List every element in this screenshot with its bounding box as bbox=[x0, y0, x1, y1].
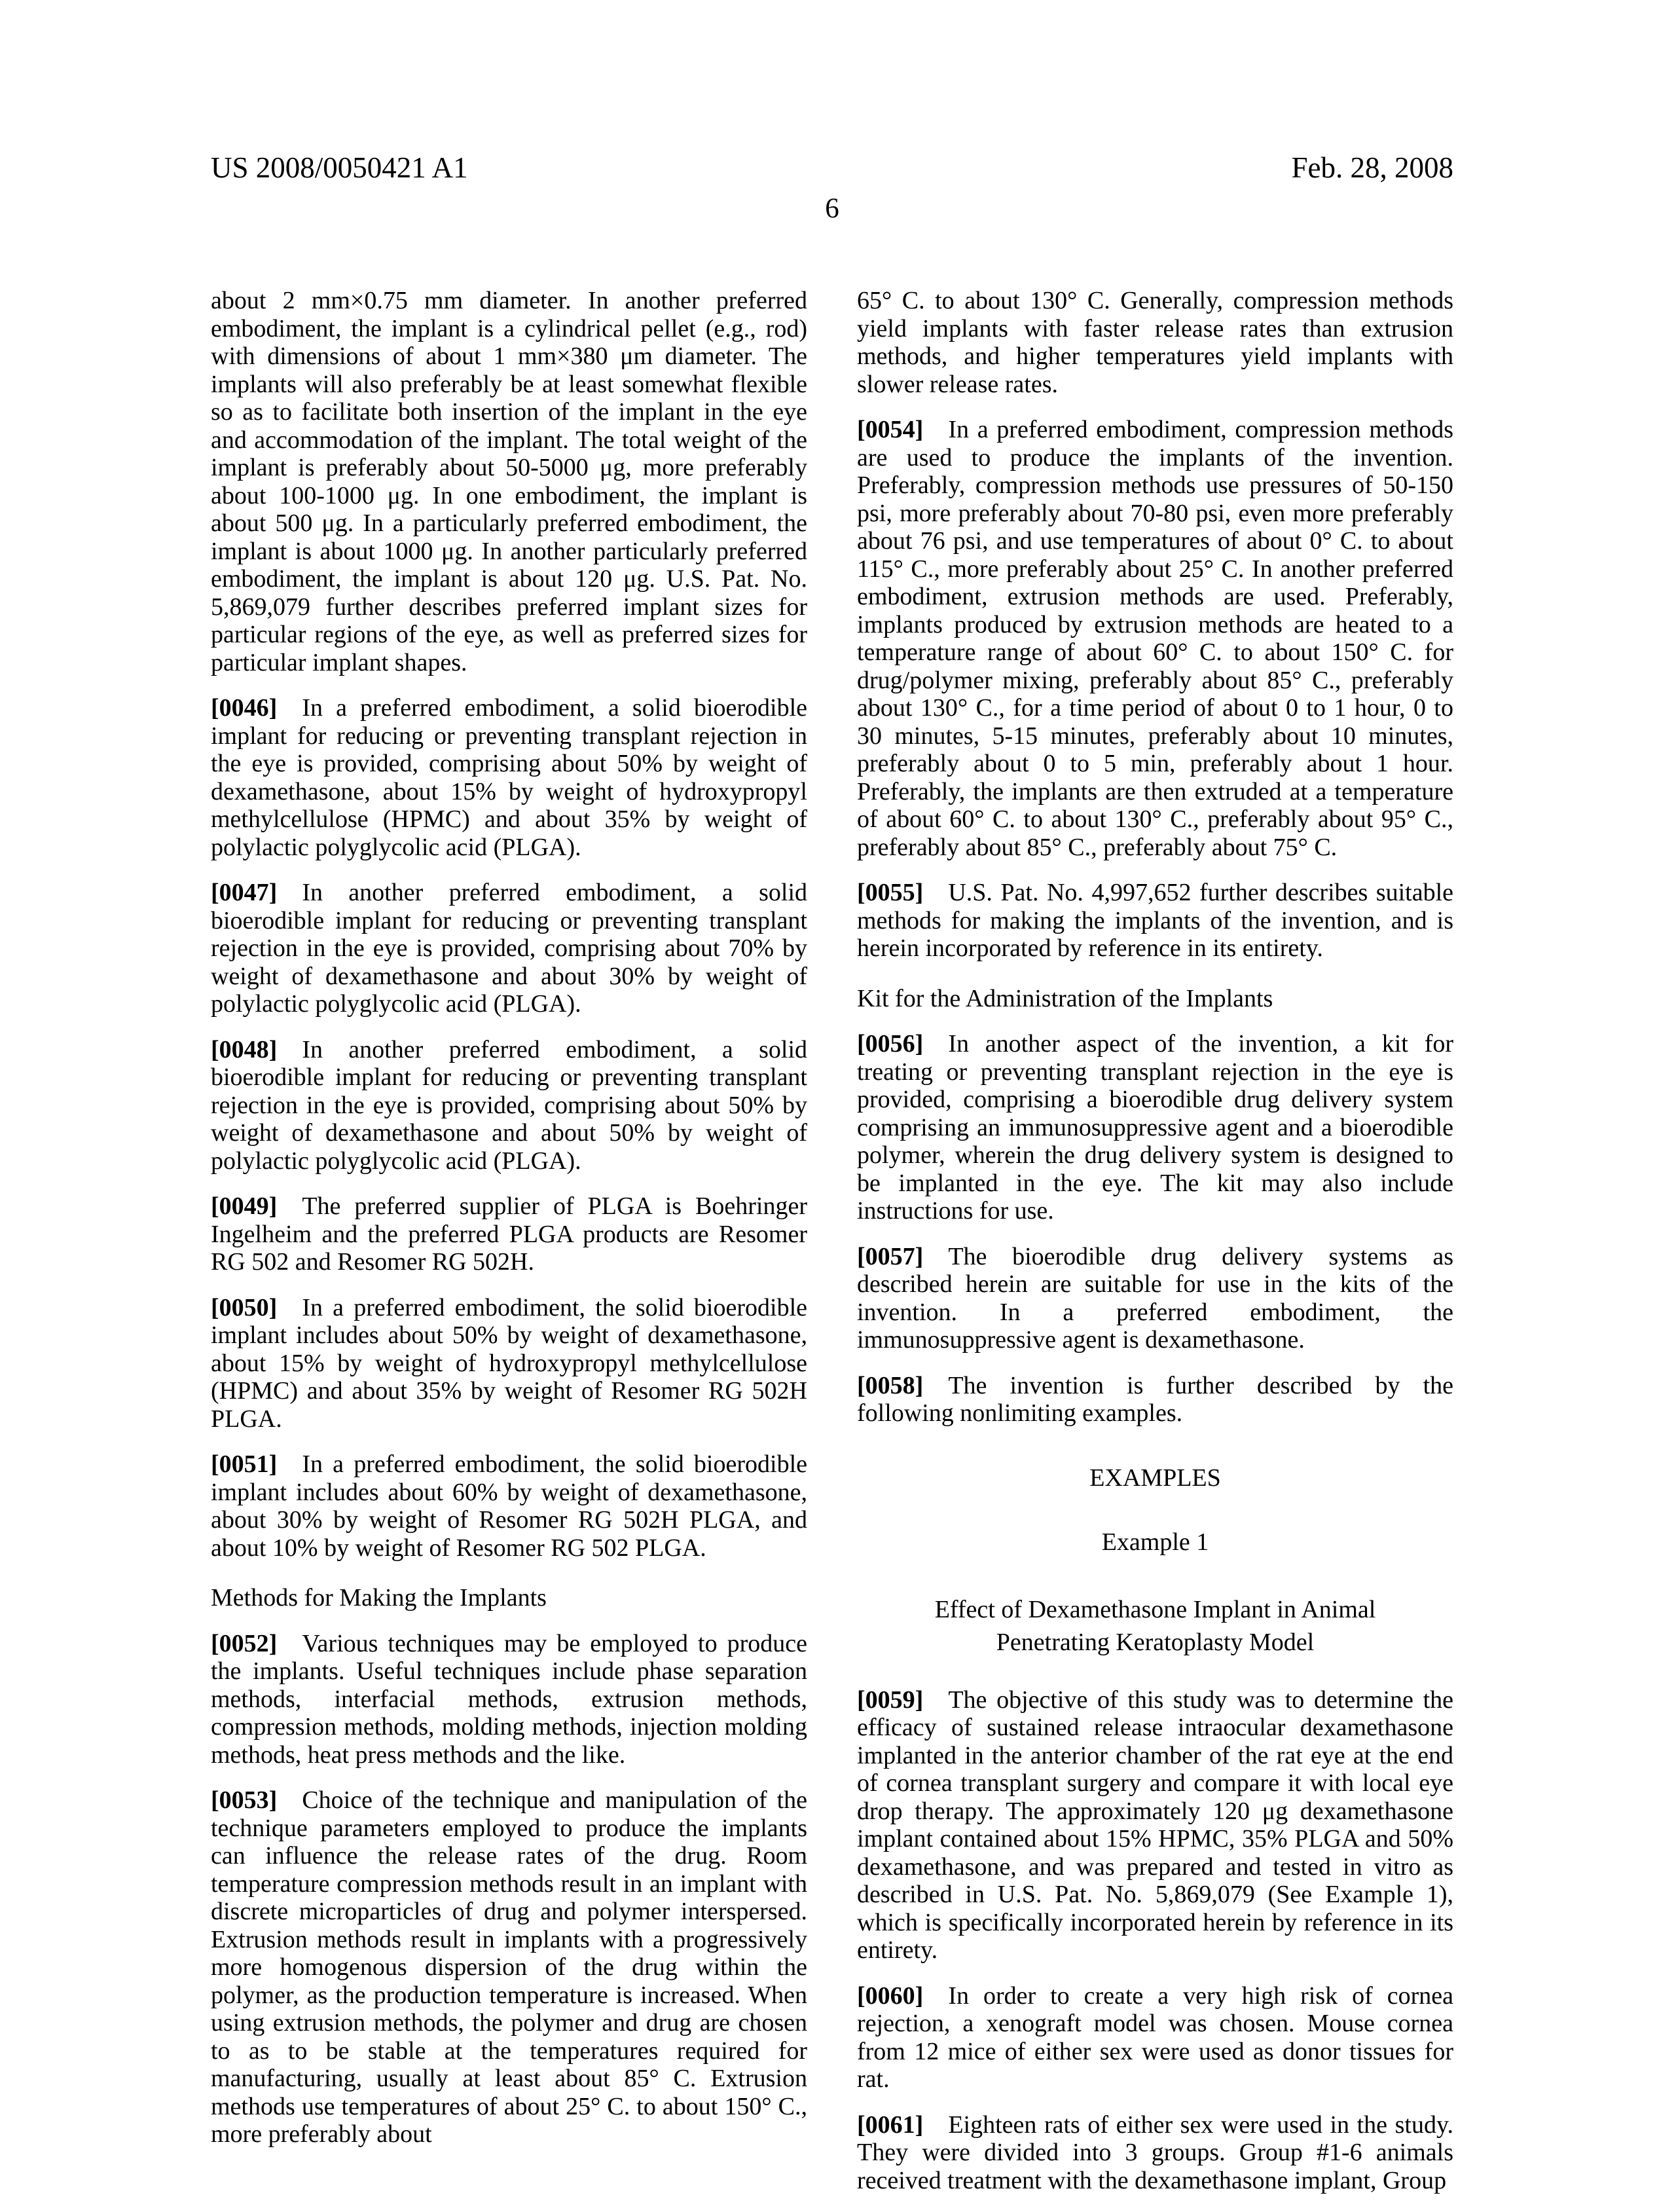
paragraph-0053 bbox=[211, 1786, 807, 2148]
paragraph-0050 bbox=[211, 1294, 807, 1433]
paragraph-text: In a preferred embodiment, compression methods are used to produce the implants of the invention. Preferably, compression methods use pressures of 50-150 psi, more preferably about 70-80 psi, even more preferably about 76 psi, and use temperatures of about 0° C. to about 115° C., more preferably about 25° C. In another preferred embodiment, extrusion methods are used. Preferably, implants produced by extrusion methods are heated to a temperature range of about 60° C. to about 150° C. for drug/polymer mixing, preferably about 85° C., preferably about 130° C., for a time period of about 0 to 1 hour, 0 to 30 minutes, 5-15 minutes, preferably about 10 minutes, preferably about 0 to 5 min, preferably about 1 hour. Preferably, the implants are then extruded at a temperature of about 60° C. to about 130° C., preferably about 95° C., preferably about 85° C., preferably about 75° C. bbox=[857, 416, 1453, 861]
paragraph-text: The invention is further described by the following nonlimiting examples. bbox=[857, 1371, 1453, 1427]
paragraph-continued-from-previous-page bbox=[211, 287, 807, 676]
paragraph-text: Various techniques may be employed to produce the implants. Useful techniques include phase separation methods, interfacial methods, extrusion methods, compression methods, molding methods, injection molding methods, heat press methods and the like. bbox=[211, 1629, 807, 1769]
left-column bbox=[211, 287, 807, 2212]
document-body bbox=[211, 287, 1453, 2212]
paragraph-tag: [0060] bbox=[857, 1982, 924, 2010]
paragraph-0053-continued bbox=[857, 287, 1453, 398]
paragraph-0061 bbox=[857, 2111, 1453, 2195]
paragraph-tag: [0049] bbox=[211, 1192, 278, 1220]
paragraph-tag: [0059] bbox=[857, 1686, 924, 1714]
paragraph-text: In a preferred embodiment, the solid bioerodible implant includes about 60% by weight of dexamethasone, about 30% by weight of Resomer RG 502H PLGA, and about 10% by weight of Resomer RG 502 PLGA. bbox=[211, 1450, 807, 1562]
paragraph-text: 65° C. to about 130° C. Generally, compression methods yield implants with faster release rates than extrusion methods, and higher temperatures yield implants with slower release rates. bbox=[857, 287, 1453, 398]
paragraph-0049 bbox=[211, 1192, 807, 1276]
paragraph-text: Choice of the technique and manipulation of the technique parameters employed to produce the implants can influence the release rates of the drug. Room temperature compression methods result in an implant with discrete microparticles of drug and polymer interspersed. Extrusion methods result in implants with a progressively more homogenous dispersion of the drug within the polymer, as the production temperature is increased. When using extrusion methods, the polymer and drug are chosen to as to be stable at the temperatures required for manufacturing, usually at least about 85° C. Extrusion methods use temperatures of about 25° C. to about 150° C., more preferably about bbox=[211, 1786, 807, 2148]
paragraph-0047 bbox=[211, 879, 807, 1018]
page-number: 6 bbox=[825, 193, 839, 224]
paragraph-0048 bbox=[211, 1036, 807, 1175]
example-1-heading: Example 1 bbox=[1101, 1528, 1209, 1556]
paragraph-tag: [0054] bbox=[857, 416, 924, 443]
paragraph-tag: [0050] bbox=[211, 1293, 278, 1321]
paragraph-text: In another preferred embodiment, a solid bioerodible implant for reducing or preventing transplant rejection in the eye is provided, comprising about 70% by weight of dexamethasone and about 30% by weight of polylactic polyglycolic acid (PLGA). bbox=[211, 879, 807, 1018]
example-title-line-2: Penetrating Keratoplasty Model bbox=[996, 1628, 1315, 1656]
paragraph-tag: [0048] bbox=[211, 1035, 278, 1063]
publication-date: Feb. 28, 2008 bbox=[1291, 151, 1453, 184]
paragraph-text: In a preferred embodiment, the solid bioerodible implant includes about 50% by weight of dexamethasone, about 15% by weight of hydroxypropyl methylcellulose (HPMC) and about 35% by weight of Resomer RG 502H PLGA. bbox=[211, 1293, 807, 1433]
example-title-line-1: Effect of Dexamethasone Implant in Animal bbox=[934, 1595, 1376, 1623]
example-1-title bbox=[857, 1593, 1453, 1659]
paragraph-text: about 2 mm×0.75 mm diameter. In another preferred embodiment, the implant is a cylindrical pellet (e.g., rod) with dimensions of about 1 mm×380 μm diameter. The implants will also preferably be at least somewhat flexible so as to facilitate both insertion of the implant in the eye and accommodation of the implant. The total weight of the implant is preferably about 50-5000 μg, more preferably about 100-1000 μg. In one embodiment, the implant is about 500 μg. In a particularly preferred embodiment, the implant is about 1000 μg. In another particularly preferred embodiment, the implant is about 120 μg. U.S. Pat. No. 5,869,079 further describes preferred implant sizes for particular regions of the eye, as well as preferred sizes for particular implant shapes. bbox=[211, 287, 807, 676]
paragraph-0058 bbox=[857, 1372, 1453, 1428]
paragraph-0052 bbox=[211, 1630, 807, 1769]
paragraph-tag: [0061] bbox=[857, 2111, 924, 2139]
paragraph-tag: [0051] bbox=[211, 1450, 278, 1478]
section-heading-methods-for-making-the-implants: Methods for Making the Implants bbox=[211, 1584, 547, 1612]
paragraph-tag: [0052] bbox=[211, 1629, 278, 1657]
paragraph-tag: [0046] bbox=[211, 694, 278, 722]
paragraph-text: The preferred supplier of PLGA is Boehringer Ingelheim and the preferred PLGA products are Resomer RG 502 and Resomer RG 502H. bbox=[211, 1192, 807, 1276]
paragraph-tag: [0058] bbox=[857, 1371, 924, 1399]
patent-publication-number: US 2008/0050421 A1 bbox=[211, 151, 468, 184]
paragraph-0046 bbox=[211, 694, 807, 861]
paragraph-0056 bbox=[857, 1030, 1453, 1225]
paragraph-text: U.S. Pat. No. 4,997,652 further describes suitable methods for making the implants of the invention, and is herein incorporated by reference in its entirety. bbox=[857, 879, 1453, 962]
paragraph-text: The objective of this study was to determine the efficacy of sustained release intraocular dexamethasone implanted in the anterior chamber of the rat eye at the end of cornea transplant surgery and compare it with local eye drop therapy. The approximately 120 μg dexamethasone implant contained about 15% HPMC, 35% PLGA and 50% dexamethasone, and was prepared and tested in vitro as described in U.S. Pat. No. 5,869,079 (See Example 1), which is specifically incorporated herein by reference in its entirety. bbox=[857, 1686, 1453, 1964]
paragraph-0051 bbox=[211, 1450, 807, 1562]
paragraph-text: Eighteen rats of either sex were used in the study. They were divided into 3 groups. Group #1-6 animals received treatment with the dexamethasone implant, Group bbox=[857, 2111, 1453, 2194]
paragraph-0057 bbox=[857, 1243, 1453, 1354]
paragraph-tag: [0053] bbox=[211, 1786, 278, 1814]
paragraph-tag: [0047] bbox=[211, 879, 278, 906]
paragraph-tag: [0057] bbox=[857, 1242, 924, 1270]
paragraph-text: In a preferred embodiment, a solid bioerodible implant for reducing or preventing transplant rejection in the eye is provided, comprising about 50% by weight of dexamethasone, about 15% by weight of hydroxypropyl methylcellulose (HPMC) and about 35% by weight of polylactic polyglycolic acid (PLGA). bbox=[211, 694, 807, 861]
page-header bbox=[211, 152, 1453, 183]
paragraph-0054 bbox=[857, 416, 1453, 861]
paragraph-0060 bbox=[857, 1982, 1453, 2093]
examples-heading: EXAMPLES bbox=[1089, 1464, 1221, 1492]
paragraph-text: The bioerodible drug delivery systems as described herein are suitable for use in the kits of the invention. In a preferred embodiment, the immunosuppressive agent is dexamethasone. bbox=[857, 1242, 1453, 1354]
paragraph-0059 bbox=[857, 1686, 1453, 1964]
section-heading-kit-for-administration: Kit for the Administration of the Implants bbox=[857, 984, 1273, 1012]
paragraph-text: In another aspect of the invention, a kit for treating or preventing transplant rejection in the eye is provided, comprising a bioerodible drug delivery system comprising an immunosuppressive agent and a bioerodible polymer, wherein the drug delivery system is designed to be implanted in the eye. The kit may also include instructions for use. bbox=[857, 1030, 1453, 1225]
paragraph-tag: [0055] bbox=[857, 879, 924, 906]
right-column bbox=[857, 287, 1453, 2212]
paragraph-0055 bbox=[857, 879, 1453, 963]
paragraph-tag: [0056] bbox=[857, 1030, 924, 1058]
paragraph-text: In order to create a very high risk of cornea rejection, a xenograft model was chosen. Mouse cornea from 12 mice of either sex were used as donor tissues for rat. bbox=[857, 1982, 1453, 2093]
paragraph-text: In another preferred embodiment, a solid bioerodible implant for reducing or preventing transplant rejection in the eye is provided, comprising about 50% by weight of dexamethasone and about 50% by weight of polylactic polyglycolic acid (PLGA). bbox=[211, 1035, 807, 1175]
